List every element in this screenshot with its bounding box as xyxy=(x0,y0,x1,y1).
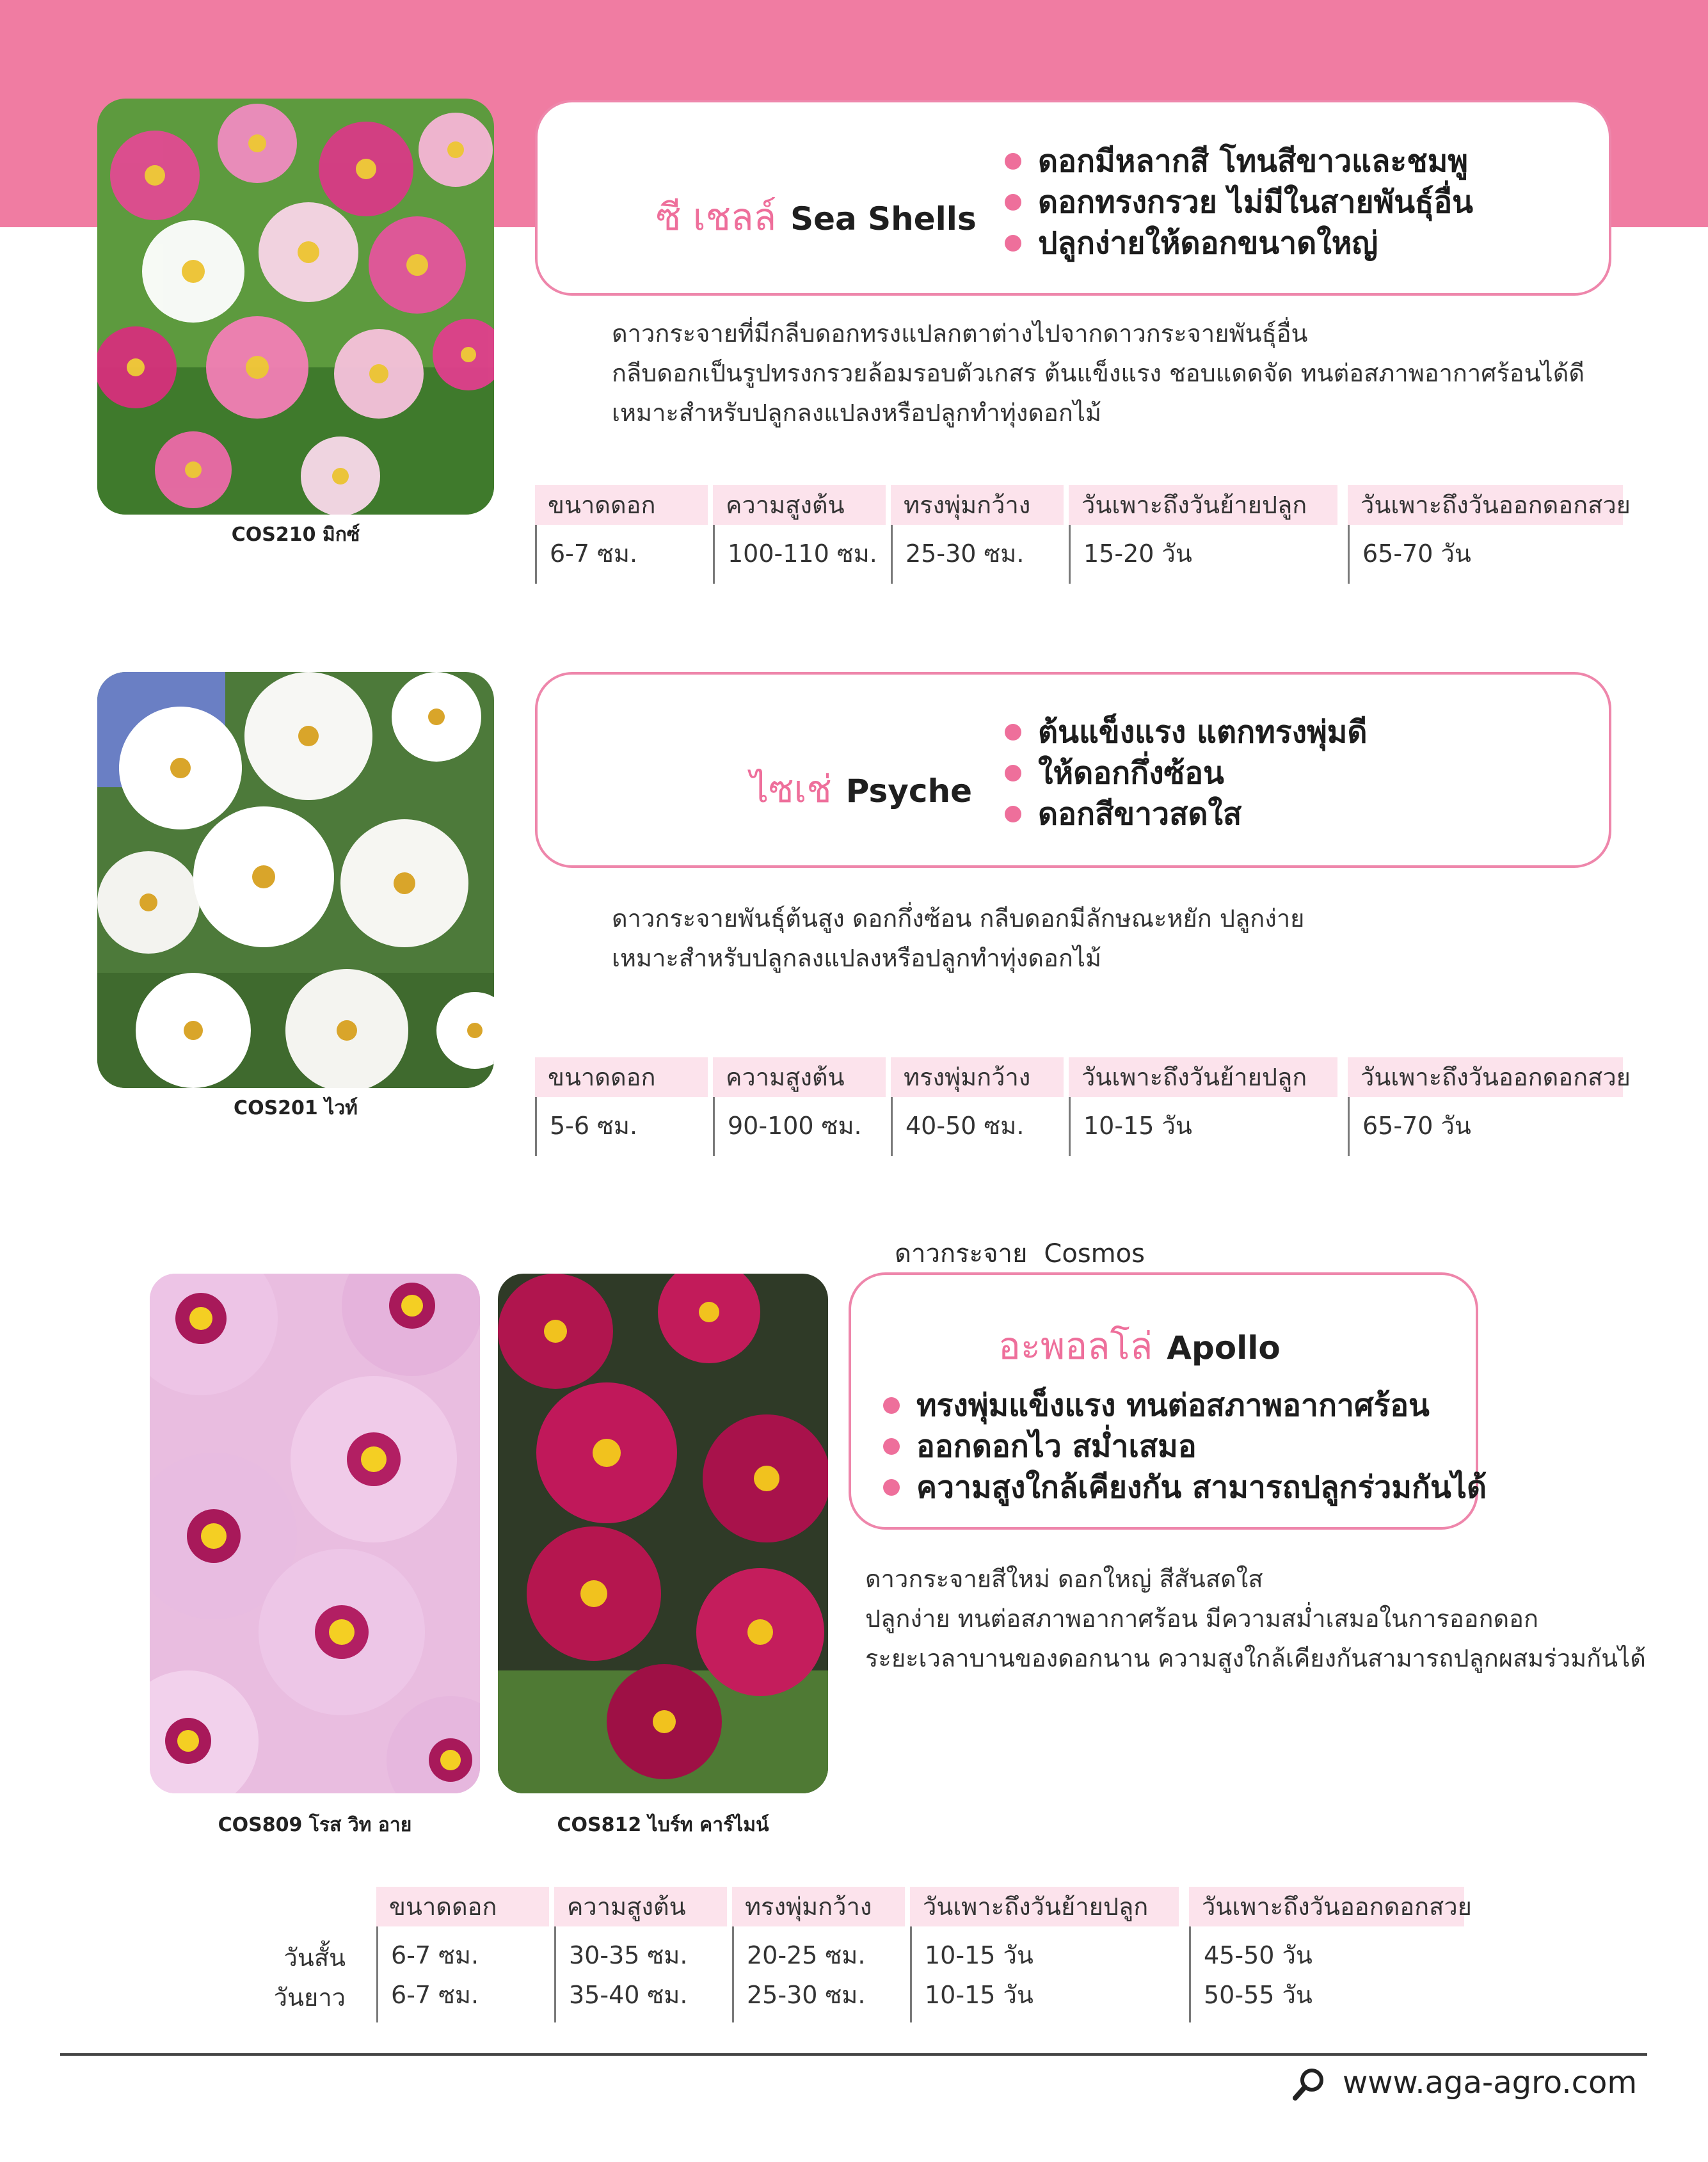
spec-value: 100-110 ซม. xyxy=(713,525,891,584)
spec-header: ขนาดดอก xyxy=(535,1057,708,1097)
feature-item: ดอกทรงกรวย ไม่มีในสายพันธุ์อื่น xyxy=(1005,182,1473,223)
description xyxy=(612,314,1584,433)
spec-header: วันเพาะถึงวันย้ายปลูก xyxy=(1069,1057,1337,1097)
spec-header: วันเพาะถึงวันออกดอกสวย xyxy=(1189,1887,1464,1926)
category-th: ดาวกระจาย xyxy=(895,1239,1028,1269)
feature-list xyxy=(883,1385,1487,1508)
spec-value xyxy=(910,1926,1189,2022)
spec-value: 90-100 ซม. xyxy=(713,1097,891,1156)
description-line: ดาวกระจายสีใหม่ ดอกใหญ่ สีสันสดใส xyxy=(865,1565,1263,1593)
row-label-long-day: วันยาว xyxy=(273,1983,346,2012)
spec-value-long: 10-15 วัน xyxy=(925,1981,1034,2009)
spec-header: ทรงพุ่มกว้าง xyxy=(732,1887,905,1926)
website-link[interactable]: www.aga-agro.com xyxy=(1343,2065,1638,2101)
spec-header: ความสูงต้น xyxy=(713,1057,886,1097)
spec-header: ทรงพุ่มกว้าง xyxy=(891,485,1064,525)
footer-divider xyxy=(60,2053,1647,2056)
feature-item: ทรงพุ่มแข็งแรง ทนต่อสภาพอากาศร้อน xyxy=(883,1385,1487,1426)
spec-value: 25-30 ซม. xyxy=(891,525,1069,584)
spec-value: 65-70 วัน xyxy=(1348,1097,1623,1156)
bright-carmine-photo xyxy=(498,1274,828,1793)
variety-name-en: Apollo xyxy=(1167,1329,1281,1366)
spec-value: 6-7 ซม. xyxy=(535,525,713,584)
feature-item: ดอกมีหลากสี โทนสีขาวและชมพู xyxy=(1005,141,1473,182)
spec-header: วันเพาะถึงวันออกดอกสวย xyxy=(1348,1057,1623,1097)
spec-value xyxy=(732,1926,910,2022)
spec-value-short: 10-15 วัน xyxy=(925,1941,1034,1969)
spec-value-long: 6-7 ซม. xyxy=(391,1981,479,2009)
spec-value-short: 6-7 ซม. xyxy=(391,1941,479,1969)
bullet-dot-icon xyxy=(883,1397,900,1414)
spec-value xyxy=(554,1926,732,2022)
photo-code: COS201 ไวท์ xyxy=(234,1097,358,1119)
spec-value-long: 25-30 ซม. xyxy=(747,1981,866,2009)
bullet-dot-icon xyxy=(1005,153,1021,170)
photo-code: COS812 ไบร์ท คาร์ไมน์ xyxy=(557,1814,769,1836)
feature-list xyxy=(1005,712,1368,835)
variety-name-th: ซี เชลล์ xyxy=(656,195,777,239)
bullet-dot-icon xyxy=(883,1438,900,1455)
feature-item: ความสูงใกล้เคียงกัน สามารถปลูกร่วมกันได้ xyxy=(883,1467,1487,1508)
spec-value-short: 30-35 ซม. xyxy=(569,1941,688,1969)
description-line: เหมาะสำหรับปลูกลงแปลงหรือปลูกทำทุ่งดอกไม้ xyxy=(612,399,1102,427)
bullet-dot-icon xyxy=(1005,765,1021,781)
feature-item: ให้ดอกกึ่งซ้อน xyxy=(1005,753,1368,794)
spec-value xyxy=(376,1926,554,2022)
feature-item: ต้นแข็งแรง แตกทรงพุ่มดี xyxy=(1005,712,1368,753)
feature-item: ดอกสีขาวสดใส xyxy=(1005,794,1368,835)
spec-value: 15-20 วัน xyxy=(1069,525,1348,584)
variety-name-th: อะพอลโล่ xyxy=(998,1324,1153,1368)
spec-header: วันเพาะถึงวันย้ายปลูก xyxy=(1069,485,1337,525)
spec-value-short: 45-50 วัน xyxy=(1204,1941,1313,1969)
spec-value-long: 50-55 วัน xyxy=(1204,1981,1313,2009)
variety-name-en: Sea Shells xyxy=(790,200,977,237)
spec-header: วันเพาะถึงวันย้ายปลูก xyxy=(910,1887,1179,1926)
spec-header: ความสูงต้น xyxy=(554,1887,727,1926)
spec-header: ความสูงต้น xyxy=(713,485,886,525)
variety-name-th: ไซเช่ xyxy=(750,767,832,811)
bullet-dot-icon xyxy=(1005,235,1021,252)
variety-name xyxy=(998,1316,1281,1375)
spec-header: ขนาดดอก xyxy=(535,485,708,525)
spec-value-long: 35-40 ซม. xyxy=(569,1981,688,2009)
feature-item: ออกดอกไว สม่ำเสมอ xyxy=(883,1426,1487,1467)
bullet-dot-icon xyxy=(1005,724,1021,741)
photo-code: COS210 มิกซ์ xyxy=(231,524,360,546)
spec-value-short: 20-25 ซม. xyxy=(747,1941,866,1969)
psyche-photo xyxy=(97,672,494,1088)
description xyxy=(612,899,1304,978)
spec-value: 10-15 วัน xyxy=(1069,1097,1348,1156)
spec-header: วันเพาะถึงวันออกดอกสวย xyxy=(1348,485,1623,525)
spec-header: ขนาดดอก xyxy=(376,1887,549,1926)
spec-header: ทรงพุ่มกว้าง xyxy=(891,1057,1064,1097)
magnifier-icon xyxy=(1291,2066,1327,2102)
feature-list xyxy=(1005,141,1473,264)
category-en: Cosmos xyxy=(1044,1239,1145,1269)
bullet-dot-icon xyxy=(1005,806,1021,822)
spec-value: 5-6 ซม. xyxy=(535,1097,713,1156)
variety-name-en: Psyche xyxy=(845,773,972,810)
variety-name xyxy=(750,759,972,819)
feature-item: ปลูกง่ายให้ดอกขนาดใหญ่ xyxy=(1005,223,1473,264)
row-label-short-day: วันสั้น xyxy=(283,1944,346,1972)
description-line: ดาวกระจายพันธุ์ต้นสูง ดอกกึ่งซ้อน กลีบดอกมีลักษณะหยัก ปลูกง่าย xyxy=(612,904,1305,933)
description-line: กลีบดอกเป็นรูปทรงกรวยล้อมรอบตัวเกสร ต้นแข็งแรง ชอบแดดจัด ทนต่อสภาพอากาศร้อนได้ดี xyxy=(612,359,1585,387)
spec-value: 65-70 วัน xyxy=(1348,525,1623,584)
description-line: ดาวกระจายที่มีกลีบดอกทรงแปลกตาต่างไปจากดาวกระจายพันธุ์อื่น xyxy=(612,319,1308,348)
photo-code: COS809 โรส วิท อาย xyxy=(218,1814,412,1836)
spec-value: 40-50 ซม. xyxy=(891,1097,1069,1156)
description-line: ระยะเวลาบานของดอกนาน ความสูงใกล้เคียงกันสามารถปลูกผสมร่วมกันได้ xyxy=(865,1644,1646,1672)
rose-with-eye-photo xyxy=(150,1274,480,1793)
category-label xyxy=(895,1233,1145,1274)
variety-name xyxy=(656,187,977,246)
description xyxy=(865,1559,1646,1678)
spec-value xyxy=(1189,1926,1464,2022)
bullet-dot-icon xyxy=(883,1479,900,1496)
description-line: ปลูกง่าย ทนต่อสภาพอากาศร้อน มีความสม่ำเสมอในการออกดอก xyxy=(865,1605,1538,1633)
description-line: เหมาะสำหรับปลูกลงแปลงหรือปลูกทำทุ่งดอกไม้ xyxy=(612,944,1102,972)
bullet-dot-icon xyxy=(1005,194,1021,211)
sea-shells-photo xyxy=(97,99,494,515)
